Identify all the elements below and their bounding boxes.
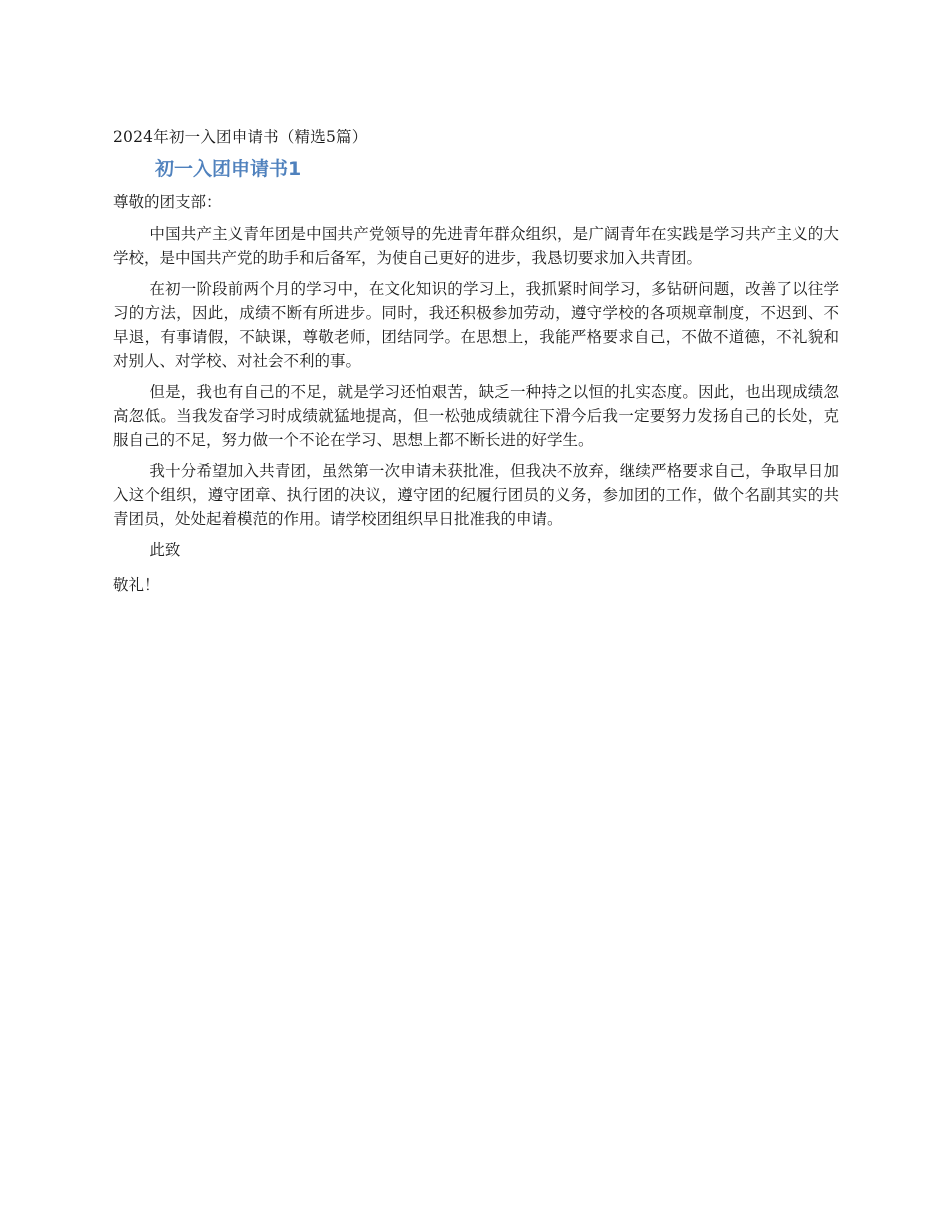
document-page [113,124,839,597]
closing-line: 此致 [149,541,181,559]
body-paragraph-2: 在初一阶段前两个月的学习中，在文化知识的学习上，我抓紧时间学习，多钻研问题，改善了以往学习的方法，因此，成绩不断有所进步。同时，我还积极参加劳动，遵守学校的各项规章制度，不迟到、不早退，有事请假，不缺课，尊敬老师，团结同学。在思想上，我能严格要求自己，不做不道德，不礼貌和对别人、对学校、对社会不利的事。 [113,280,839,370]
body-paragraph-4: 我十分希望加入共青团，虽然第一次申请未获批准，但我决不放弃，继续严格要求自己，争取早日加入这个组织，遵守团章、执行团的决议，遵守团的纪履行团员的义务，参加团的工作，做个名副其实的共青团员，处处起着模范的作用。请学校团组织早日批准我的申请。 [113,462,839,528]
regards-line: 敬礼！ [113,576,160,594]
body-paragraph-1: 中国共产主义青年团是中国共产党领导的先进青年群众组织，是广阔青年在实践是学习共产主义的大学校，是中国共产党的助手和后备军，为使自己更好的进步，我恳切要求加入共青团。 [113,225,839,267]
salutation: 尊敬的团支部： [113,193,222,211]
body-paragraph-3: 但是，我也有自己的不足，就是学习还怕艰苦，缺乏一种持之以恒的扎实态度。因此，也出现成绩忽高忽低。当我发奋学习时成绩就猛地提高，但一松弛成绩就往下滑今后我一定要努力发扬自己的长处，克服自己的不足，努力做一个不论在学习、思想上都不断长进的好学生。 [113,383,839,449]
document-title: 2024年初一入团申请书（精选5篇） [113,128,368,146]
section-heading: 初一入团申请书1 [155,158,302,180]
